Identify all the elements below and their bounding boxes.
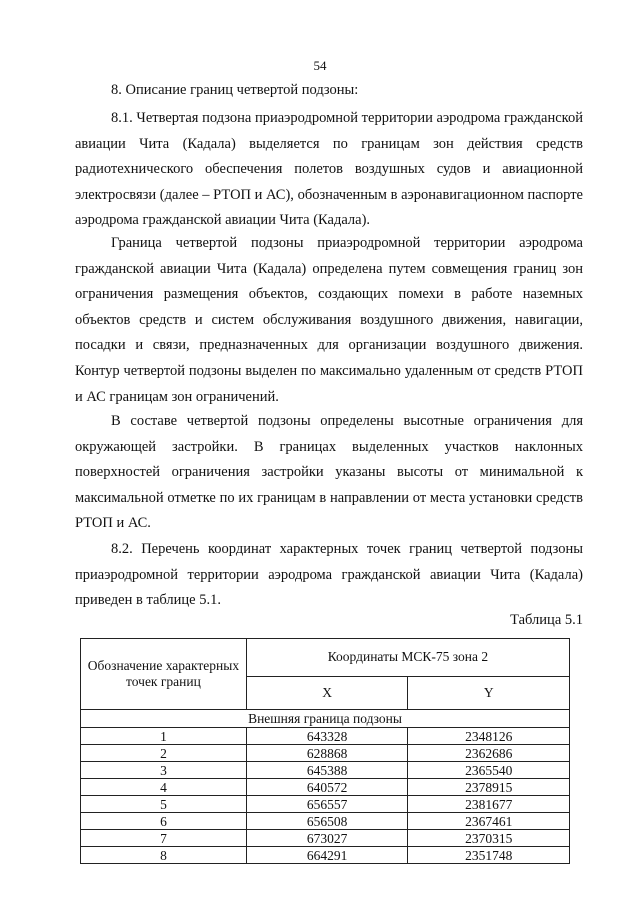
- table-row: [81, 847, 570, 864]
- table-row: [81, 779, 570, 796]
- table-row: [81, 745, 570, 762]
- paragraph-8-2: 8.2. Перечень координат характерных точек границ четвертой подзоны приаэродромной территории аэродрома гражданской авиации Чита (Кадала) приведен в таблице 5.1.: [75, 541, 583, 609]
- x-value: 673027: [246, 830, 408, 847]
- coordinate-system-header: Координаты МСК-75 зона 2: [246, 639, 569, 677]
- section-label: Внешняя граница подзоны: [81, 710, 570, 728]
- x-value: 643328: [246, 728, 408, 745]
- y-value: 2365540: [408, 762, 570, 779]
- paragraph-boundary: Граница четвертой подзоны приаэродромной территории аэродрома гражданской авиации Чита (Кадала) определена путем совмещения границ зон ограничения размещения объектов, создающих помехи в работе наземных объектов средств и систем обслуживания воздушного движения, навигации, посадки и связи, предназначенных для организации воздушного движения. Контур четвертой подзоны выделен по максимально удаленным от средств РТОП и АС границам зон ограничений.: [75, 235, 583, 405]
- x-value: 656508: [246, 813, 408, 830]
- point-number: 1: [81, 728, 247, 745]
- x-value: 656557: [246, 796, 408, 813]
- page-number: 54: [313, 58, 327, 73]
- y-value: 2351748: [408, 847, 570, 864]
- point-number: 8: [81, 847, 247, 864]
- x-value: 640572: [246, 779, 408, 796]
- table-caption: Таблица 5.1: [510, 612, 583, 628]
- table-row: [81, 728, 570, 745]
- y-value: 2381677: [408, 796, 570, 813]
- section-row: [81, 710, 570, 728]
- point-number: 6: [81, 813, 247, 830]
- paragraph-height-limits: В составе четвертой подзоны определены высотные ограничения для окружающей застройки. В границах выделенных участков наклонных поверхностей ограничения застройки указаны высоты от минимальной к максимальной отметке по их границам в направлении от места установки средств РТОП и АС.: [75, 413, 583, 532]
- table-row: [81, 830, 570, 847]
- table-row: [81, 796, 570, 813]
- y-header: Y: [408, 676, 570, 709]
- y-value: 2370315: [408, 830, 570, 847]
- y-value: 2362686: [408, 745, 570, 762]
- y-value: 2378915: [408, 779, 570, 796]
- coordinates-table: [80, 638, 570, 864]
- x-value: 645388: [246, 762, 408, 779]
- coordinates-body: [81, 710, 570, 864]
- point-number: 2: [81, 745, 247, 762]
- section-heading: 8. Описание границ четвертой подзоны:: [111, 82, 359, 98]
- y-value: 2367461: [408, 813, 570, 830]
- table-row: [81, 813, 570, 830]
- x-header: X: [246, 676, 408, 709]
- point-number: 3: [81, 762, 247, 779]
- point-number: 4: [81, 779, 247, 796]
- x-value: 628868: [246, 745, 408, 762]
- point-number: 7: [81, 830, 247, 847]
- x-value: 664291: [246, 847, 408, 864]
- y-value: 2348126: [408, 728, 570, 745]
- table-row: [81, 762, 570, 779]
- point-designation-header: Обозначение характерных точек границ: [81, 639, 247, 710]
- point-number: 5: [81, 796, 247, 813]
- paragraph-8-1: 8.1. Четвертая подзона приаэродромной территории аэродрома гражданской авиации Чита (Кадала) выделяется по границам зон действия средств радиотехнического обеспечения полетов воздушных судов и авиационной электросвязи (далее – РТОП и АС), обозначенным в аэронавигационном паспорте аэродрома гражданской авиации Чита (Кадала).: [75, 110, 583, 229]
